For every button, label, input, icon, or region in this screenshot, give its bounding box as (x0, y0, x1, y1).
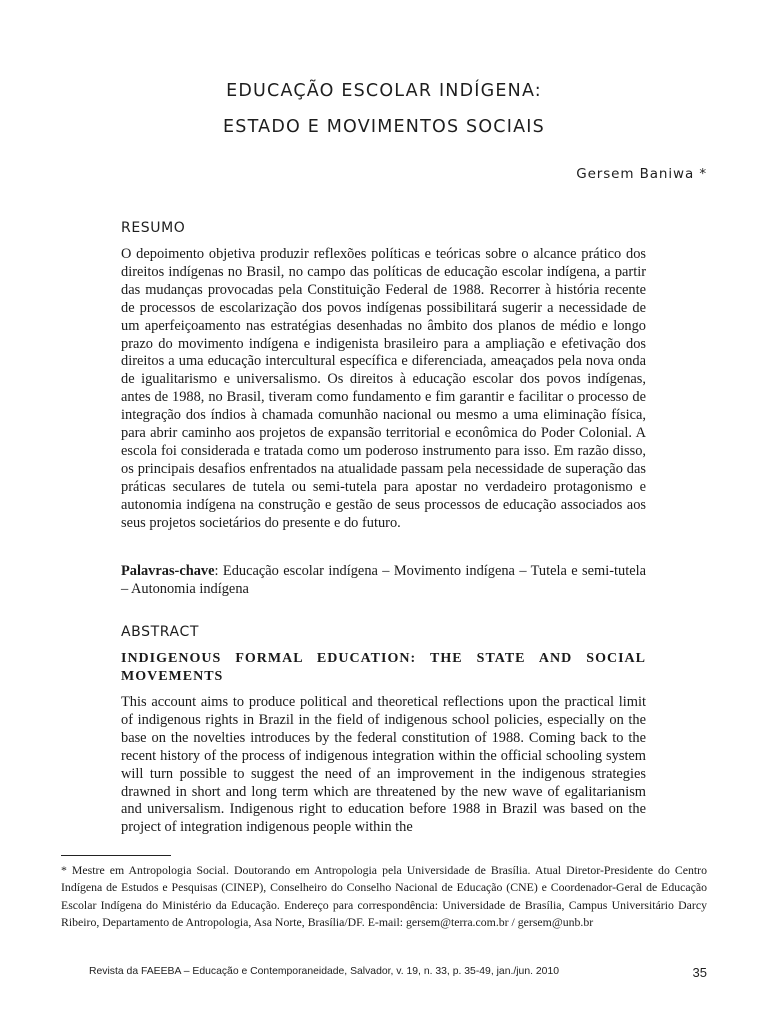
resumo-body: O depoimento objetiva produzir reflexões políticas e teóricas sobre o alcance prático dos direitos indígenas no Brasil, no campo das políticas de educação escolar indígena, a partir das mudanças provocadas pela Constituição Federal de 1988. Recorrer à história recente de processos de escolarização dos povos indígenas possibilitará sugerir a necessidade de um aperfeiçoamento nas estratégias desenhadas no âmbito dos planos de médio e longo prazo do movimento indígena e indigenista brasileiro para a ampliação e efetivação dos direitos a uma educação intercultural específica e diferenciada, ameaçados pela nova onda de igualitarismo e universalismo. Os direitos à educação escolar dos povos indígenas, antes de 1988, no Brasil, tiveram como fundamento e fim garantir e facilitar o processo de integração dos índios à chamada comunhão nacional ou mesmo a uma eliminação física, para abrir caminho aos projetos de expansão territorial e econômica do Poder Colonial. A escola foi considerada e tratada como um poderoso instrumento para isso. Em razão disso, os principais desafios enfrentados na atualidade passam pela necessidade de superação das práticas seculares de tutela ou semi-tutela para apostar no verdadeiro protagonismo e autonomia indígena na construção e gestão de seus processos de educação associados aos seus projetos societários do presente e do futuro. (121, 246, 646, 531)
keywords-label: Palavras-chave (121, 563, 215, 579)
resumo-heading: RESUMO (121, 220, 186, 236)
journal-footer: Revista da FAEEBA – Educação e Contemporaneidade, Salvador, v. 19, n. 33, p. 35-49, jan./jun. 2010 (89, 966, 560, 977)
author-name: Gersem Baniwa * (576, 166, 707, 182)
page-number: 35 (692, 965, 707, 980)
author-footnote: * Mestre em Antropologia Social. Doutorando em Antropologia pela Universidade de Brasília. Atual Diretor-Presidente do Centro Indígena de Estudos e Pesquisas (CINEP), Conselheiro do Conselho Nacional de Educação (CNE) e Coordenador-Geral de Educação Escolar Indígena do Ministério da Educação. Endereço para correspondência: Universidade de Brasília, Campus Universitário Darcy Ribeiro, Departamento de Antropologia, Asa Norte, Brasília/DF. E-mail: gersem@terra.com.br / gersem@unb.br (61, 863, 707, 930)
footnote-divider (61, 855, 171, 856)
english-title: INDIGENOUS FORMAL EDUCATION: THE STATE AND SOCIAL MOVEMENTS (121, 651, 646, 684)
abstract-heading: ABSTRACT (121, 624, 199, 640)
keywords-text: : Educação escolar indígena – Movimento indígena – Tutela e semi-tutela – Autonomia indígena (121, 563, 646, 597)
article-title-line-1: EDUCAÇÃO ESCOLAR INDÍGENA: (226, 81, 542, 101)
keywords-paragraph (121, 563, 646, 599)
abstract-body: This account aims to produce political and theoretical reflections upon the practical limit of indigenous rights in Brazil in the field of indigenous school policies, especially on the base on the novelties introduces by the federal constitution of 1988. Coming back to the recent history of the process of indigenous integration within the official schooling system will turn possible to suggest the need of an improvement in the indigenous strategies drawned in short and long term which are threatened by the new wave of egalitarianism and universalism. Indigenous right to education before 1988 in Brazil was based on the project of integration indigenous people within the (121, 694, 646, 836)
article-title-line-2: ESTADO E MOVIMENTOS SOCIAIS (223, 117, 545, 137)
